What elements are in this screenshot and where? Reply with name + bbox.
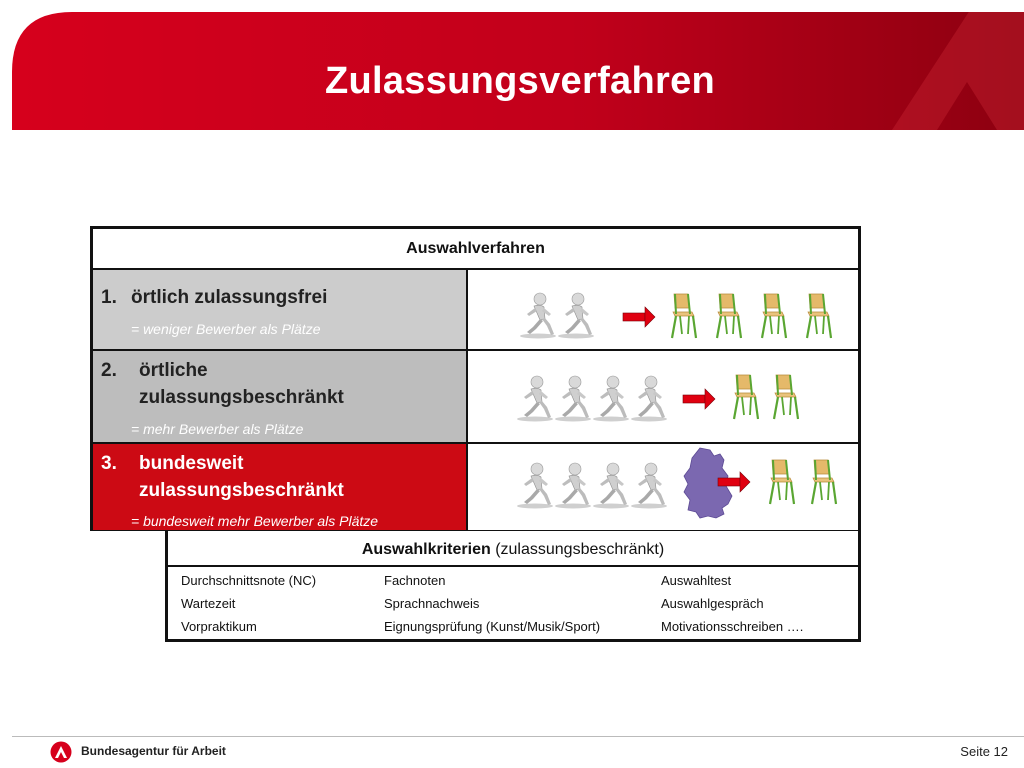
page-title: Zulassungsverfahren xyxy=(324,60,716,102)
row-illustration xyxy=(468,351,858,442)
chair-icon xyxy=(770,460,794,504)
row-number: 2. xyxy=(101,360,117,381)
auswahlverfahren-table xyxy=(90,226,861,531)
row-illustration xyxy=(468,270,858,349)
runner-figure-icon xyxy=(555,376,591,422)
criteria-item: Motivationsschreiben …. xyxy=(661,619,804,634)
criteria-item: Fachnoten xyxy=(384,573,446,588)
illustration-svg xyxy=(468,444,858,534)
auswahlkriterien-header xyxy=(168,531,858,567)
chair-icon xyxy=(774,375,798,419)
runner-figure-icon xyxy=(558,293,594,339)
criteria-title: Auswahlkriterien xyxy=(361,541,491,558)
runner-figure-icon xyxy=(517,463,553,509)
criteria-item: Auswahltest xyxy=(661,573,732,588)
runner-figure-icon xyxy=(631,376,667,422)
chair-icon xyxy=(807,294,831,338)
table-row xyxy=(93,270,858,351)
row-note: = weniger Bewerber als Plätze xyxy=(131,321,321,337)
footer-org: Bundesagentur für Arbeit xyxy=(81,744,226,758)
row-illustration xyxy=(468,444,858,530)
row-number: 3. xyxy=(101,453,117,474)
table-row xyxy=(93,351,858,444)
ba-logo-icon xyxy=(48,741,74,768)
runner-figure-icon xyxy=(631,463,667,509)
row-label: bundesweit zulassungsbeschränkt xyxy=(139,453,344,501)
footer-divider xyxy=(12,736,1024,737)
row-label-cell xyxy=(93,444,468,530)
chair-icon xyxy=(762,294,786,338)
chair-icon xyxy=(717,294,741,338)
criteria-item: Eignungsprüfung (Kunst/Musik/Sport) xyxy=(384,619,601,634)
illustration-svg xyxy=(468,270,858,360)
row-label: örtlich zulassungsfrei xyxy=(131,287,328,308)
runner-figure-icon xyxy=(517,376,553,422)
table-row xyxy=(93,444,858,530)
criteria-item: Durchschnittsnote (NC) xyxy=(181,573,317,588)
chair-icon xyxy=(734,375,758,419)
criteria-item: Auswahlgespräch xyxy=(661,596,764,611)
row-note: = mehr Bewerber als Plätze xyxy=(131,421,304,437)
row-number: 1. xyxy=(101,287,117,308)
row-label: örtliche zulassungsbeschränkt xyxy=(139,360,344,408)
runner-figure-icon xyxy=(593,376,629,422)
page-number: Seite 12 xyxy=(960,744,1008,759)
chair-icon xyxy=(672,294,696,338)
auswahlkriterien-table xyxy=(165,531,861,642)
row-label-cell xyxy=(93,351,468,442)
criteria-item: Wartezeit xyxy=(181,596,236,611)
red-arrow-icon xyxy=(623,307,655,327)
row-note: = bundesweit mehr Bewerber als Plätze xyxy=(131,513,379,529)
chair-icon xyxy=(812,460,836,504)
auswahlverfahren-header: Auswahlverfahren xyxy=(93,229,858,270)
runner-figure-icon xyxy=(555,463,591,509)
illustration-svg xyxy=(468,351,858,441)
criteria-item: Vorpraktikum xyxy=(181,619,257,634)
criteria-subtitle: (zulassungsbeschränkt) xyxy=(490,541,665,558)
red-arrow-icon xyxy=(683,389,715,409)
row-label-cell xyxy=(93,270,468,349)
criteria-item: Sprachnachweis xyxy=(384,596,480,611)
runner-figure-icon xyxy=(520,293,556,339)
runner-figure-icon xyxy=(593,463,629,509)
